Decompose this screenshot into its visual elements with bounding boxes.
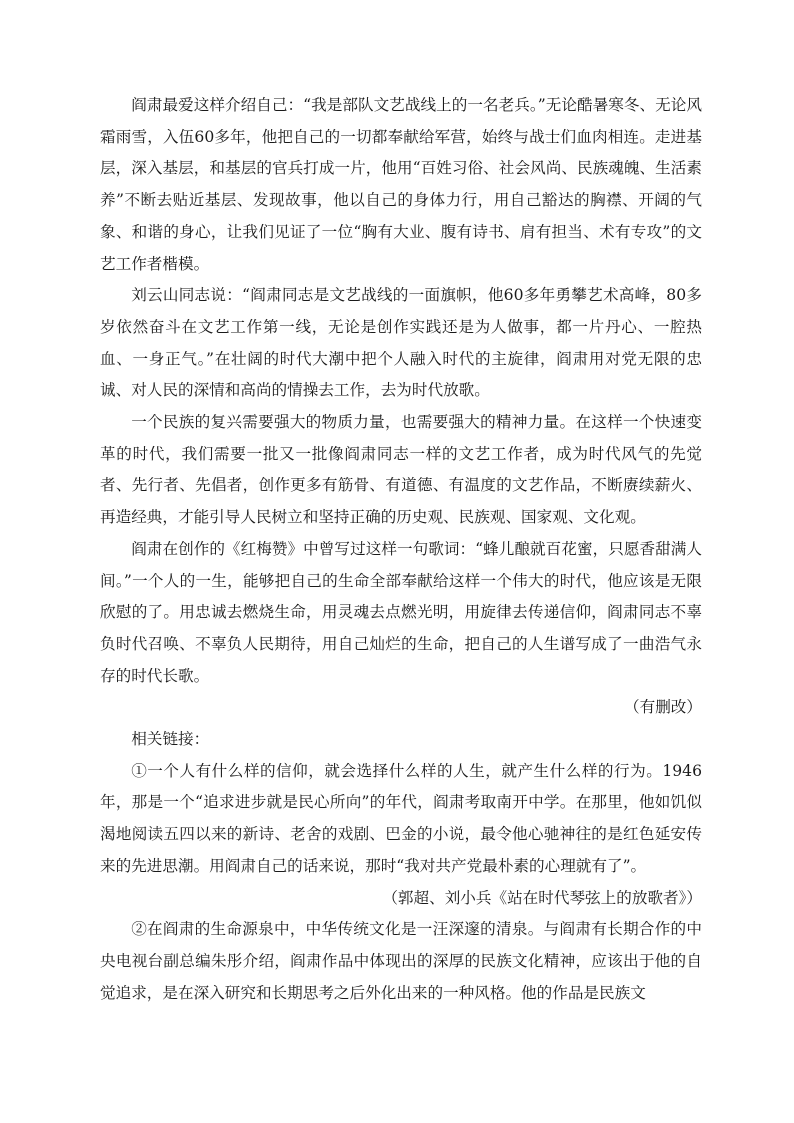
paragraph-2: 刘云山同志说：“阎肃同志是文艺战线的一面旗帜，他60多年勇攀艺术高峰，80多岁依然奋斗在文艺工作第一线，无论是创作实践还是为人做事，都一片丹心、一腔热血、一身正气。”在壮阔的时代大潮中把个人融入时代的主旋律，阎肃用对党无限的忠诚、对人民的深情和高尚的情操去工作，去为时代放歌。: [100, 286, 702, 400]
related-link-1: ①一个人有什么样的信仰，就会选择什么样的人生，就产生什么样的行为。1946年，那是一个“追求进步就是民心所向”的年代，阎肃考取南开中学。在那里，他如饥似渴地阅读五四以来的新诗、老舍的戏剧、巴金的小说，最令他心驰神往的是红色延安传来的先进思潮。用阎肃自己的话来说，那时“我对共产党最朴素的心理就有了”。: [100, 761, 702, 875]
related-link-1-source: （郭超、刘小兵《站在时代琴弦上的放歌者》）: [382, 888, 702, 907]
related-link-2: ②在阎肃的生命源泉中，中华传统文化是一汪深邃的清泉。与阎肃有长期合作的中央电视台副总编朱彤介绍，阎肃作品中体现出的深厚的民族文化精神，应该出于他的自觉追求，是在深入研究和长期思考之后外化出来的一种风格。他的作品是民族文: [100, 920, 702, 1002]
edit-note: （有删改）: [624, 698, 702, 717]
related-links-label: 相关链接：: [131, 730, 210, 749]
paragraph-4: 阎肃在创作的《红梅赞》中曾写过这样一句歌词：“蜂儿酿就百花蜜，只愿香甜满人间。”一个人的一生，能够把自己的生命全部奉献给这样一个伟大的时代，他应该是无限欣慰的了。用忠诚去燃烧生命，用灵魂去点燃光明，用旋律去传递信仰，阎肃同志不辜负时代召唤、不辜负人民期待，用自己灿烂的生命，把自己的人生谱写成了一曲浩气永存的时代长歌。: [100, 539, 702, 685]
paragraph-3: 一个民族的复兴需要强大的物质力量，也需要强大的精神力量。在这样一个快速变革的时代，我们需要一批又一批像阎肃同志一样的文艺工作者，成为时代风气的先觉者、先行者、先倡者，创作更多有筋骨、有道德、有温度的文艺作品，不断赓续薪火、再造经典，才能引导人民树立和坚持正确的历史观、民族观、国家观、文化观。: [100, 413, 702, 527]
paragraph-1: 阎肃最爱这样介绍自己：“我是部队文艺战线上的一名老兵。”无论酷暑寒冬、无论风霜雨雪，入伍60多年，他把自己的一切都奉献给军营，始终与战士们血肉相连。走进基层，深入基层，和基层的官兵打成一片，他用“百姓习俗、社会风尚、民族魂魄、生活素养”不断去贴近基层、发现故事，他以自己的身体力行，用自己豁达的胸襟、开阔的气象、和谐的身心，让我们见证了一位“胸有大业、腹有诗书、肩有担当、术有专攻”的文艺工作者楷模。: [100, 96, 702, 273]
